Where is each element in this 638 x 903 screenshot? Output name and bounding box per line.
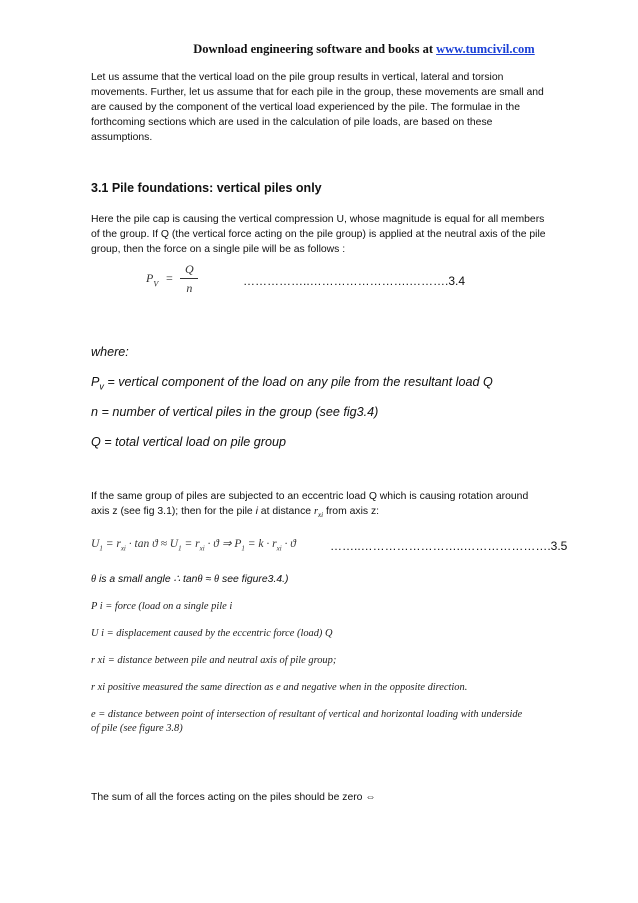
note-rxi-sign: r xi positive measured the same direction as e and negative when in the opposite direction. <box>91 682 468 693</box>
eq34-fraction <box>180 262 198 295</box>
section-heading: 3.1 Pile foundations: vertical piles only <box>91 181 322 195</box>
intro-paragraph: Let us assume that the vertical load on the pile group results in vertical, lateral and torsion movements. Further, let us assume that for each pile in the group, these movements are small and are caused by the component of the vertical load experienced by the pile. The formulae in the forthcoming sections which are used in the calculation of pile loads, are based on these assumptions. <box>91 72 544 143</box>
ecc-line2b: at distance <box>257 506 314 517</box>
ecc-line2-r: r <box>313 506 318 517</box>
def-pv <box>91 375 493 392</box>
ecc-line2c: from axis z: <box>323 506 380 517</box>
note-rxi: r xi = distance between pile and neutral axis of pile group; <box>91 655 337 666</box>
section-paragraph: Here the pile cap is causing the vertical compression U, whose magnitude is equal for all members of the group. If Q (the vertical force acting on the pile group) is applied at the neutral axis of the pile group, then the force on a single pile will be as follows : <box>91 214 546 255</box>
page-header <box>90 42 638 57</box>
ecc-line2-rsub: xi <box>318 511 324 520</box>
eq34-leader <box>243 274 465 288</box>
sum-line-text: The sum of all the forces acting on the piles should be zero <box>91 792 366 803</box>
note-pi: P i = force (load on a single pile i <box>91 601 233 612</box>
eq34-denominator: n <box>186 281 193 295</box>
theta-line: θ is a small angle ∴ tanθ ≈ θ see figure3.4.) <box>91 574 289 585</box>
theta-line-b: ≈ <box>202 574 215 585</box>
equation-3-5: $U_1 = r_{xi} \cdot \tan ϑ \approx U_1 = r_{xi} \cdot ϑ$ ⇒ $P_1 = k \cdot r_{xi} \cdot ϑ$ <box>91 538 296 553</box>
eq34-lhs-sub: V <box>153 279 159 289</box>
note-e-line2: of pile (see figure 3.8) <box>91 723 183 734</box>
ecc-line2a: axis z (see fig 3.1); then for the pile <box>91 506 256 517</box>
eq35-formula: U <box>91 538 100 550</box>
eq34-equals: = <box>165 271 174 286</box>
eccentric-paragraph <box>91 489 571 523</box>
eq34-lhs: P <box>146 271 154 286</box>
equation-3-4 <box>146 262 198 295</box>
theta-line-c: see figure3.4.) <box>219 574 289 585</box>
note-ui: U i = displacement caused by the eccentric force (load) Q <box>91 628 333 639</box>
eq34-numerator: Q <box>185 262 194 276</box>
double-arrow-icon: ⇔ <box>365 792 376 803</box>
theta-line-a: is a small angle ∴ tan <box>96 574 198 585</box>
eq35-dots: ……..……………………..…………………. <box>330 539 551 553</box>
note-e-line1: e = distance between point of intersection of resultant of vertical and horizontal loading with underside <box>91 709 523 720</box>
def-q: Q = total vertical load on pile group <box>91 435 286 449</box>
sum-line <box>91 792 376 803</box>
eq34-dots: ……………..…………………….………. <box>243 274 449 288</box>
def-pv-symbol: P <box>91 375 100 389</box>
def-pv-sub: v <box>99 381 104 392</box>
def-pv-text: = vertical component of the load on any pile from the resultant load Q <box>103 375 493 389</box>
eq34-number: 3.4 <box>448 274 466 288</box>
ecc-line2-i: i <box>255 506 258 517</box>
eq34-fraction-bar <box>180 278 198 279</box>
eq35-leader <box>330 539 567 553</box>
header-link[interactable]: www.tumcivil.com <box>436 42 535 56</box>
header-text: Download engineering software and books at <box>193 42 437 56</box>
eq35-number: 3.5 <box>550 539 568 553</box>
def-n: n = number of vertical piles in the group (see fig3.4) <box>91 405 379 419</box>
ecc-line1: If the same group of piles are subjected to an eccentric load Q which is causing rotation around <box>91 491 529 502</box>
where-label: where: <box>91 345 129 359</box>
note-e <box>91 708 561 736</box>
